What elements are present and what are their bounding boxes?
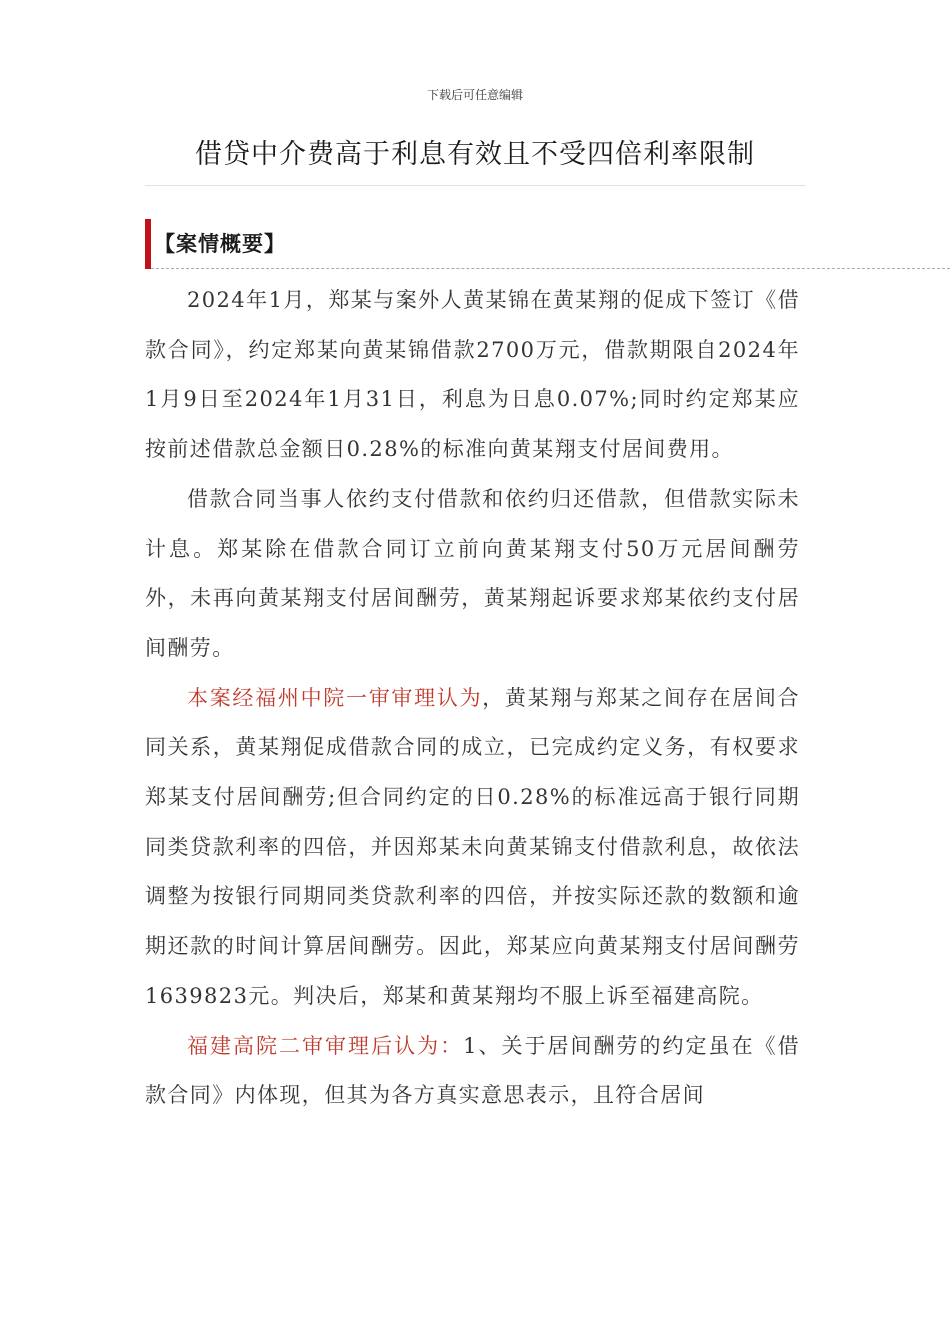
header-note: 下载后可任意编辑 — [426, 88, 523, 102]
section-accent-bar — [145, 219, 151, 269]
paragraph — [145, 674, 800, 1022]
paragraph — [145, 276, 800, 475]
article-body — [145, 276, 800, 1121]
section-divider — [151, 268, 950, 269]
paragraph-text: 2024年1月，郑某与案外人黄某锦在黄某翔的促成下签订《借款合同》，约定郑某向黄某锦借款2700万元，借款期限自2024年1月9日至2024年1月31日，利息为日息0.07%;同时约定郑某应按前述借款总金额日0.28%的标准向黄某翔支付居间费用。 — [145, 288, 800, 462]
paragraph-text: 借款合同当事人依约支付借款和依约归还借款，但借款实际未计息。郑某除在借款合同订立前向黄某翔支付50万元居间酬劳外，未再向黄某翔支付居间酬劳，黄某翔起诉要求郑某依约支付居间酬劳。 — [145, 486, 800, 660]
page-title: 借贷中介费高于利息有效且不受四倍利率限制 — [195, 139, 755, 170]
title-divider — [145, 185, 806, 186]
paragraph-text: 1、关于居间酬劳的约定虽在《借款合同》内体现，但其为各方真实意思表示，且符合居间 — [145, 1033, 800, 1108]
paragraph-lead: 福建高院二审审理后认为： — [187, 1033, 464, 1058]
paragraph — [145, 1022, 800, 1121]
paragraph-lead: 本案经福州中院一审审理认为 — [187, 685, 483, 710]
paragraph — [145, 475, 800, 674]
paragraph-text: ，黄某翔与郑某之间存在居间合同关系，黄某翔促成借款合同的成立，已完成约定义务，有权要求郑某支付居间酬劳;但合同约定的日0.28%的标准远高于银行同期同类贷款利率的四倍，并因郑某未向黄某锦支付借款利息，故依法调整为按银行同期同类贷款利率的四倍，并按实际还款的数额和逾期还款的时间计算居间酬劳。因此，郑某应向黄某翔支付居间酬劳1639823元。判决后，郑某和黄某翔均不服上诉至福建高院。 — [145, 685, 800, 1008]
section-heading: 【案情概要】 — [154, 232, 286, 256]
